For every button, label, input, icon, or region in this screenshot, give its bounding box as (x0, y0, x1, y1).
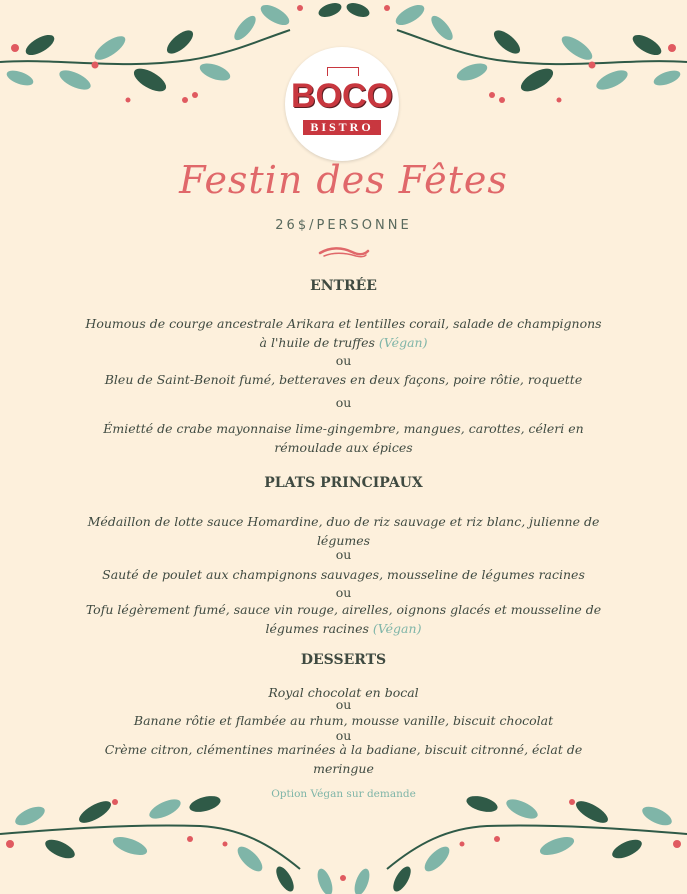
menu-item-text: Crème citron, clémentines marinées à la badiane, biscuit citronné, éclat de meringue (104, 742, 583, 776)
menu-item-text: Banane rôtie et flambée au rhum, mousse vanille, biscuit chocolat (133, 713, 554, 728)
menu-item-text: Sauté de poulet aux champignons sauvages, mousseline de légumes racines (102, 567, 585, 582)
section-heading-plats: PLATS PRINCIPAUX (264, 475, 423, 491)
menu-item-text: Bleu de Saint-Benoit fumé, betteraves en deux façons, poire rôtie, roquette (104, 372, 583, 387)
logo-brand: BOCO (291, 77, 393, 115)
menu-item (80, 565, 607, 584)
logo-subtitle: BISTRO (303, 120, 381, 135)
menu-item-text: Émietté de crabe mayonnaise lime-gingembre, mangues, carottes, céleri en rémoulade aux épices (103, 421, 584, 455)
menu-item (80, 419, 607, 457)
menu-item (80, 512, 607, 550)
menu-item-text: Tofu légèrement fumé, sauce vin rouge, airelles, oignons glacés et mousseline de légumes racines (85, 602, 602, 636)
menu-item-text: Houmous de courge ancestrale Arikara et lentilles corail, salade de champignons à l'huile de truffes (85, 316, 602, 350)
menu-item (80, 600, 607, 638)
menu-item (80, 314, 607, 352)
menu-item (80, 740, 607, 778)
section-heading-entree: ENTRÉE (310, 278, 377, 294)
separator-or: ou (335, 547, 352, 562)
boco-bistro-logo (285, 47, 399, 161)
section-heading-desserts: DESSERTS (300, 652, 387, 668)
logo-ornament-icon (327, 67, 359, 76)
separator-or: ou (335, 697, 352, 712)
menu-title: Festin des Fêtes (179, 158, 508, 202)
separator-or: ou (335, 353, 352, 368)
separator-or: ou (335, 585, 352, 600)
vegan-label: (Végan) (378, 335, 428, 350)
vegan-label: (Végan) (372, 621, 422, 636)
menu-price: 26$/PERSONNE (275, 218, 412, 233)
menu-item-text: Royal chocolat en bocal (268, 685, 419, 700)
swash-divider-icon (318, 245, 370, 261)
separator-or: ou (335, 395, 352, 410)
menu-item (80, 370, 607, 389)
menu-item-text: Médaillon de lotte sauce Homardine, duo de riz sauvage et riz blanc, julienne de légumes (87, 514, 600, 548)
separator-or: ou (335, 728, 352, 743)
vegan-option-note: Option Végan sur demande (271, 788, 416, 800)
